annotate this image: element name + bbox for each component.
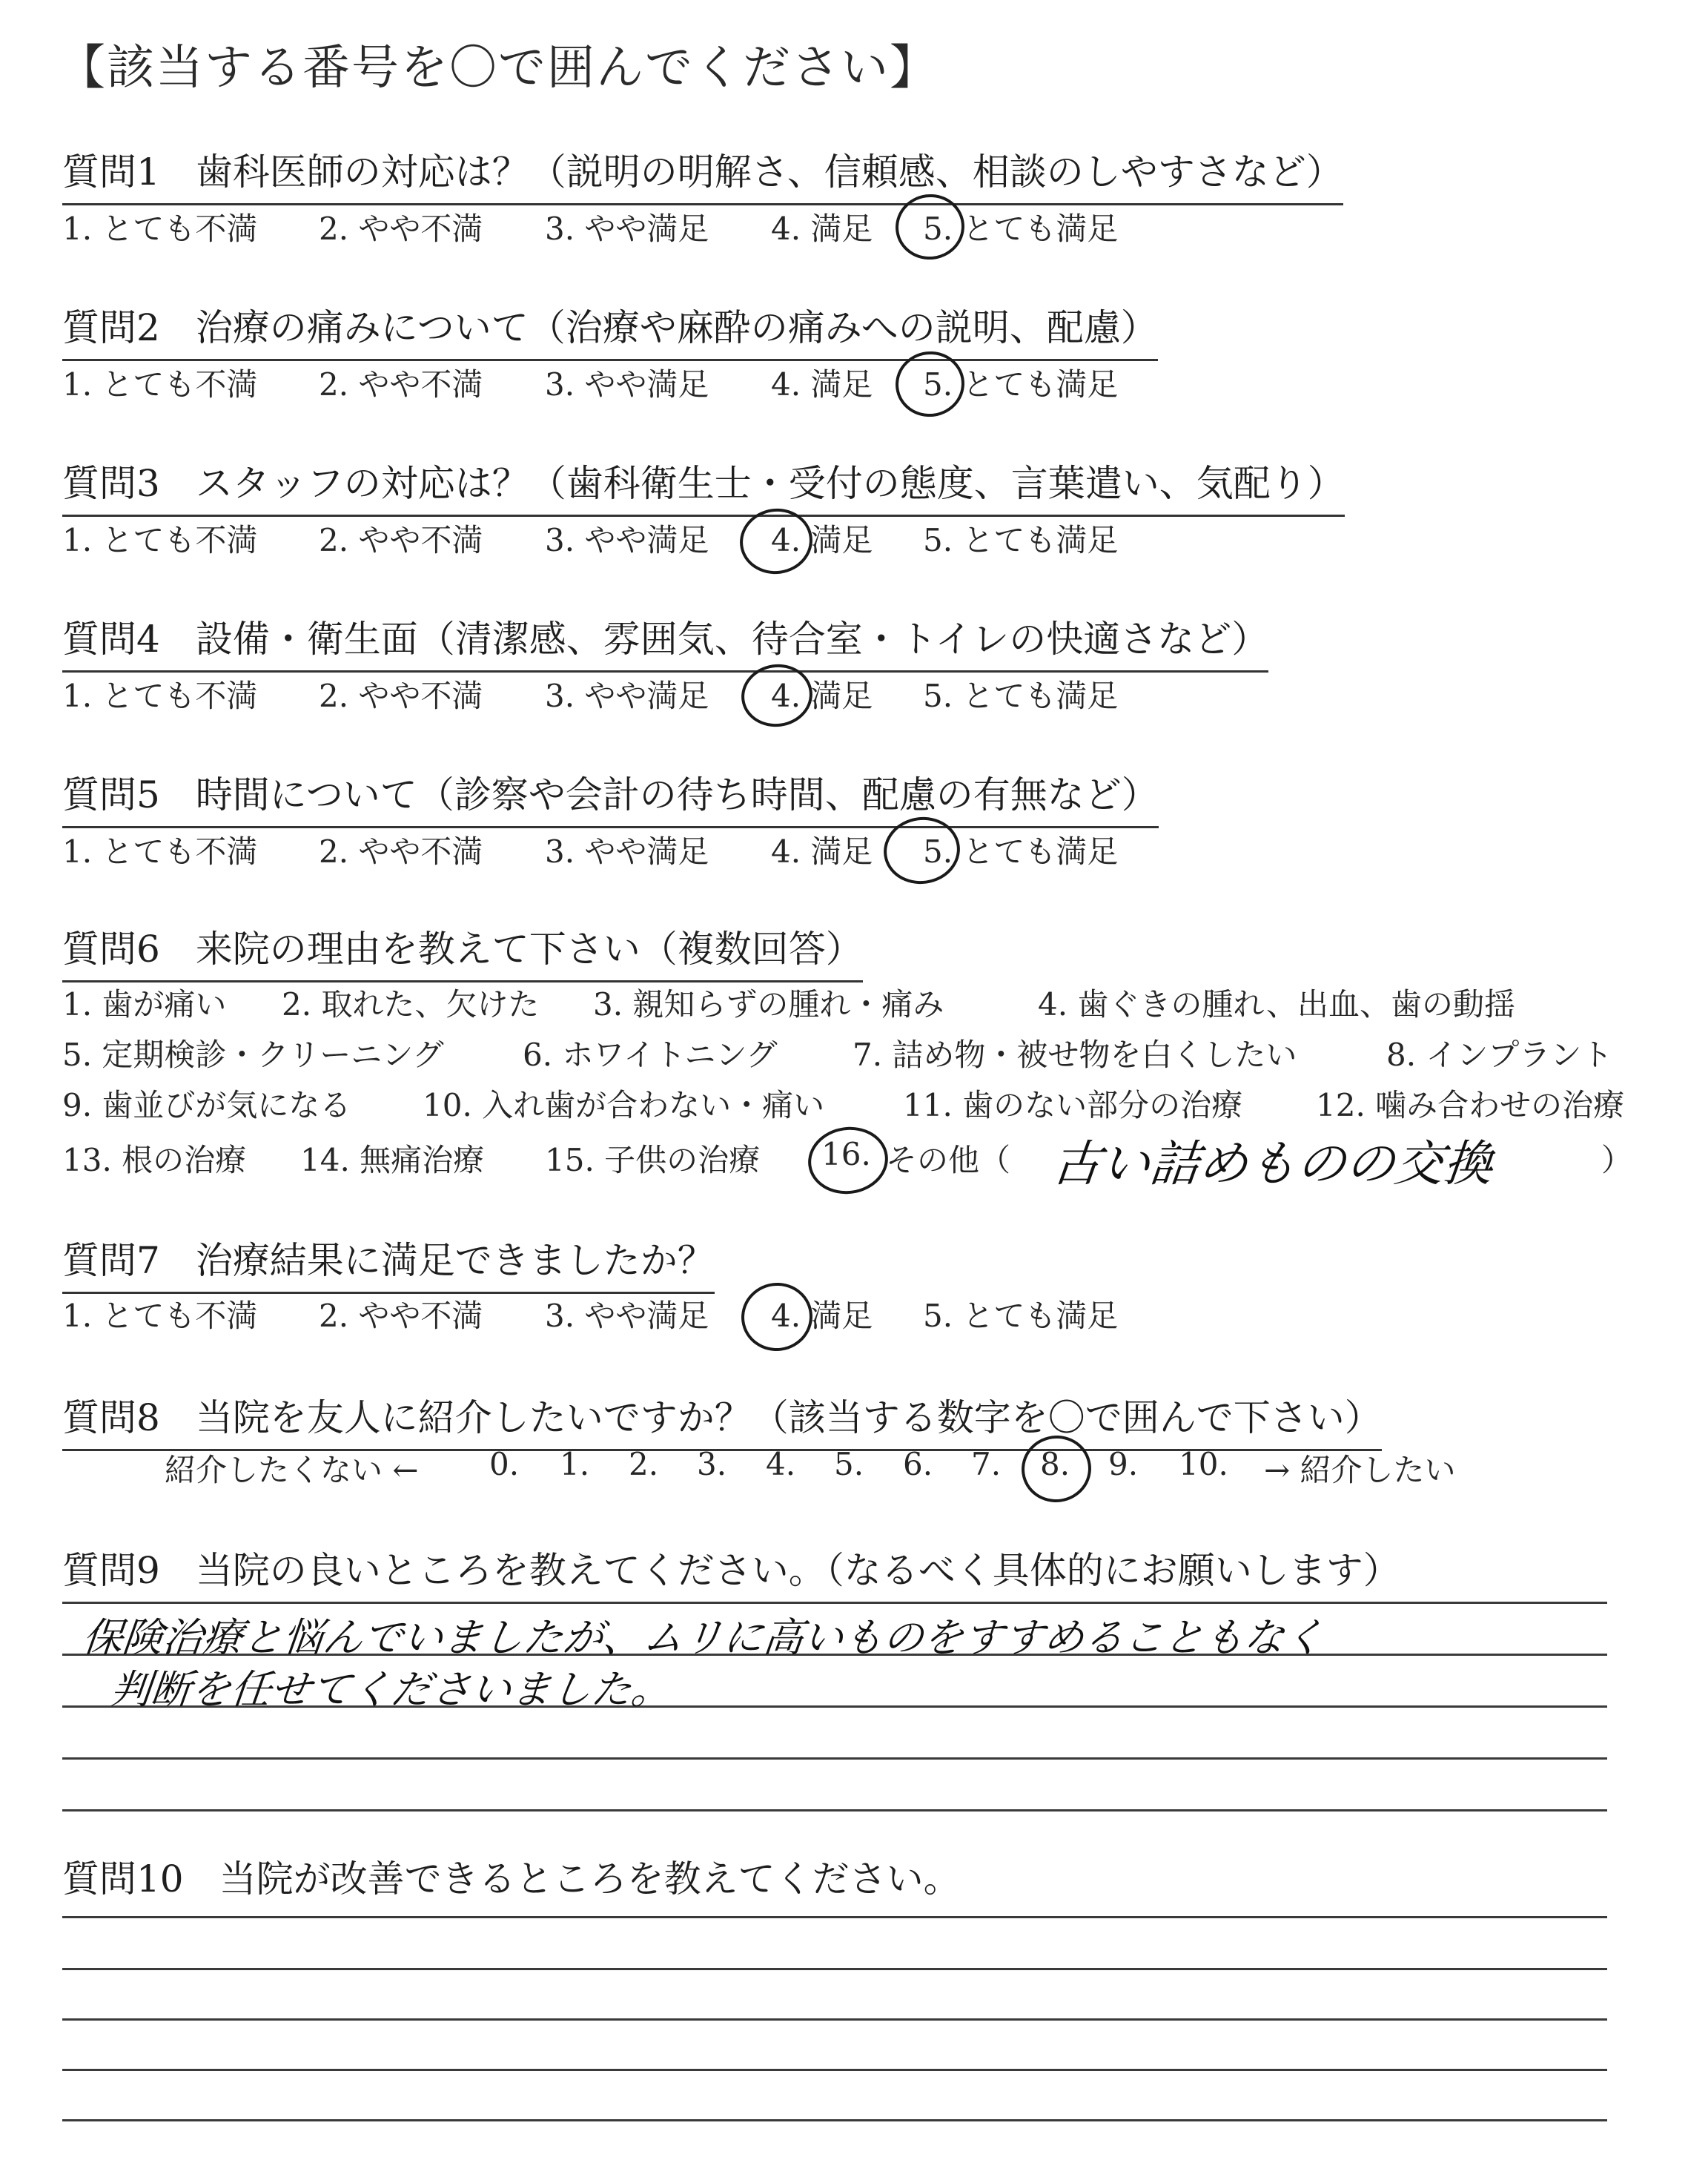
option-1[interactable]: 1. とても不満 [62,678,258,714]
handwritten-answer-line: 保険治療と悩んでいましたが、ムリに高いものをすすめることもなく [80,1614,1327,1661]
reason-option[interactable]: 14. 無痛治療 [300,1142,485,1178]
scale-value[interactable]: 0. [489,1446,520,1482]
option-3[interactable]: 3. やや満足 [545,366,709,403]
option-1[interactable]: 1. とても不満 [62,1298,258,1334]
question-5-title: 質問5 時間について（診察や会計の待ち時間、配慮の有無など） [62,765,1159,828]
answer-line [62,2069,1607,2071]
question-4-title: 質問4 設備・衛生面（清潔感、雰囲気、待合室・トイレの快適さなど） [62,610,1268,673]
question-2-title: 質問2 治療の痛みについて（治療や麻酔の痛みへの説明、配慮） [62,298,1158,361]
other-answer-handwritten: 古い詰めものの交換 [1049,1135,1496,1192]
option-5[interactable]: 5. とても満足 [923,678,1119,714]
reason-option[interactable]: 13. 根の治療 [62,1142,247,1178]
question-10-title: 質問10 当院が改善できるところを教えてください。 [62,1857,961,1900]
scale-value[interactable]: 3. [697,1446,727,1482]
option-3[interactable]: 3. やや満足 [545,678,709,714]
answer-line [62,1602,1607,1604]
option-1[interactable]: 1. とても不満 [62,366,258,403]
reason-option[interactable]: 3. 親知らずの腫れ・痛み [593,986,944,1023]
reason-option[interactable]: 5. 定期検診・クリーニング [62,1037,444,1073]
option-3[interactable]: 3. やや満足 [545,522,709,558]
scale-left-label: 紹介したくない ← [165,1452,419,1488]
reason-option[interactable]: 2. 取れた、欠けた [282,986,540,1023]
option-2[interactable]: 2. やや不満 [319,678,483,714]
option-1[interactable]: 1. とても不満 [62,522,258,558]
option-2[interactable]: 2. やや不満 [319,522,483,558]
reason-option[interactable]: 8. インプラント [1386,1037,1613,1073]
question-1-title: 質問1 歯科医師の対応は？（説明の明解さ、信頼感、相談のしやすさなど） [62,142,1343,205]
answer-line [62,1916,1607,1918]
option-4[interactable]: 4. 満足 [771,211,873,247]
scale-value[interactable]: 2. [629,1446,659,1482]
option-3[interactable]: 3. やや満足 [545,833,709,870]
scale-value[interactable]: 5. [834,1446,864,1482]
question-3-title: 質問3 スタッフの対応は？（歯科衛生士・受付の態度、言葉遣い、気配り） [62,454,1345,517]
answer-line [62,1968,1607,1970]
reason-option[interactable]: 16. [821,1136,871,1172]
option-4[interactable]: 4. 満足 [771,522,873,558]
question-7-title: 質問7 治療結果に満足できましたか？ [62,1231,715,1294]
option-2[interactable]: 2. やや不満 [319,1298,483,1334]
option-5[interactable]: 5. とても満足 [923,1298,1119,1334]
scale-value[interactable]: 8. [1040,1446,1070,1482]
reason-option[interactable]: 12. 噛み合わせの治療 [1316,1087,1625,1123]
option-5[interactable]: 5. とても満足 [923,833,1119,870]
scale-right-label: → 紹介したい [1264,1452,1456,1488]
reason-option[interactable]: 11. 歯のない部分の治療 [903,1087,1243,1123]
option-5[interactable]: 5. とても満足 [923,211,1119,247]
scale-value[interactable]: 7. [971,1446,1002,1482]
answer-line [62,1757,1607,1760]
scale-value[interactable]: 6. [903,1446,933,1482]
reason-option[interactable]: 15. 子供の治療 [545,1142,761,1178]
answer-line [62,1809,1607,1811]
selection-circle [804,1122,892,1199]
selection-circle [737,1278,817,1355]
option-5[interactable]: 5. とても満足 [923,366,1119,403]
reason-option[interactable]: 1. 歯が痛い [62,986,227,1023]
reason-option[interactable]: 9. 歯並びが気になる [62,1087,351,1123]
option-2[interactable]: 2. やや不満 [319,833,483,870]
reason-option[interactable]: 10. 入れ歯が合わない・痛い [423,1087,825,1123]
option-4[interactable]: 4. 満足 [771,678,873,714]
option-4[interactable]: 4. 満足 [771,833,873,870]
question-6-title: 質問6 来院の理由を教えて下さい（複数回答） [62,919,863,982]
other-label: その他（ [886,1142,1011,1178]
reason-option[interactable]: 7. 詰め物・被せ物を白くしたい [853,1037,1297,1073]
reason-option[interactable]: 6. ホワイトニング [523,1037,778,1073]
option-3[interactable]: 3. やや満足 [545,1298,709,1334]
other-close-paren: ） [1601,1142,1633,1178]
answer-line [62,2018,1607,2021]
scale-value[interactable]: 9. [1108,1446,1139,1482]
option-1[interactable]: 1. とても不満 [62,833,258,870]
scale-value[interactable]: 10. [1179,1446,1228,1482]
scale-value[interactable]: 1. [560,1446,590,1482]
handwritten-answer-line: 判断を任せてくださいました。 [108,1666,674,1713]
page-header: 【該当する番号を〇で囲んでください】 [58,41,939,96]
option-4[interactable]: 4. 満足 [771,366,873,403]
question-9-title: 質問9 当院の良いところを教えてください。（なるべく具体的にお願いします） [62,1549,1400,1592]
option-2[interactable]: 2. やや不満 [319,366,483,403]
option-4[interactable]: 4. 満足 [771,1298,873,1334]
option-2[interactable]: 2. やや不満 [319,211,483,247]
scale-value[interactable]: 4. [766,1446,796,1482]
option-3[interactable]: 3. やや満足 [545,211,709,247]
option-5[interactable]: 5. とても満足 [923,522,1119,558]
option-1[interactable]: 1. とても不満 [62,211,258,247]
question-8-title: 質問8 当院を友人に紹介したいですか？（該当する数字を〇で囲んで下さい） [62,1388,1382,1451]
reason-option[interactable]: 4. 歯ぐきの腫れ、出血、歯の動揺 [1038,986,1515,1023]
answer-line [62,2119,1607,2121]
